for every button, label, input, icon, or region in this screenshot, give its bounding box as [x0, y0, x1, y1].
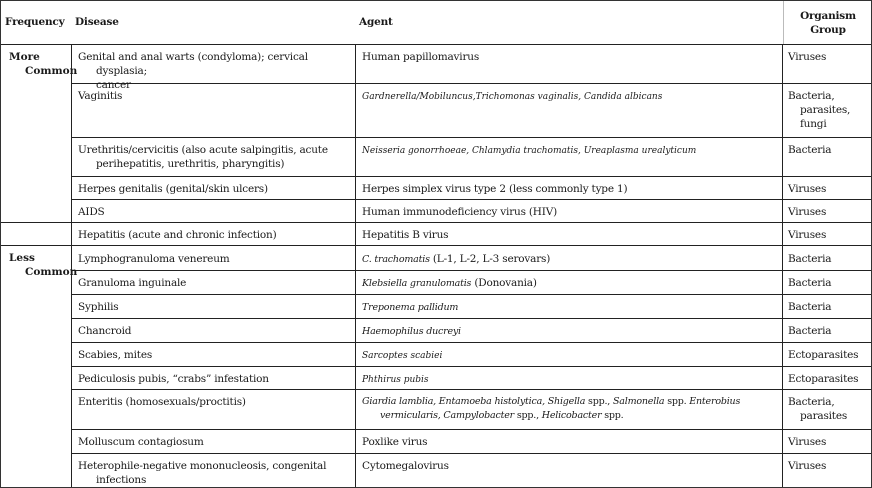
agent-cell — [362, 143, 696, 158]
header-divider — [783, 1, 784, 44]
organism-cell: Viruses — [788, 229, 827, 241]
organism-cell: Bacteria — [788, 301, 832, 313]
agent-text: Treponema pallidum — [362, 302, 459, 313]
disease-cell: Pediculosis pubis, “crabs” infestation — [78, 373, 269, 385]
disease-cell — [78, 50, 353, 92]
frequency-label-line1: Less — [9, 252, 35, 264]
agent-text: Phthirus pubis — [362, 375, 429, 385]
agent-cell: Poxlike virus — [362, 436, 428, 448]
disease-cell — [78, 459, 353, 487]
column-divider-disease — [355, 44, 356, 487]
row-divider — [71, 389, 871, 390]
agent-cell: Human immunodeficiency virus (HIV) — [362, 206, 557, 218]
frequency-more-common — [9, 50, 77, 78]
organism-cell: Viruses — [788, 183, 827, 195]
row-divider — [71, 137, 871, 138]
organism-cell: Viruses — [788, 460, 827, 472]
header-agent: Agent — [359, 16, 393, 28]
agent-roman-text: spp. — [601, 410, 624, 421]
agent-roman-text: spp., — [514, 410, 542, 421]
agent-cell — [362, 395, 780, 423]
row-divider — [71, 366, 871, 367]
disease-cell: Chancroid — [78, 325, 132, 337]
agent-cell — [362, 300, 458, 315]
agent-cell: Hepatitis B virus — [362, 229, 449, 241]
organism-text: parasites — [800, 410, 848, 422]
agent-roman-text: (L-1, L-2, L-3 serovars) — [429, 253, 551, 265]
disease-cell: Herpes genitalis (genital/skin ulcers) — [78, 183, 268, 195]
organism-cell: Viruses — [788, 436, 827, 448]
agent-italic-text: Helicobacter — [541, 410, 602, 421]
agent-cell: Herpes simplex virus type 2 (less commonly type 1) — [362, 183, 628, 195]
agent-italic-text: Klebsiella granulomatis — [362, 278, 472, 289]
agent-cell: Cytomegalovirus — [362, 460, 449, 472]
disease-text: Genital and anal warts (condyloma); cervical dysplasia; — [78, 51, 308, 77]
disease-text: perihepatitis, urethritis, pharyngitis) — [96, 158, 285, 170]
disease-cell: Syphilis — [78, 301, 119, 313]
header-frequency: Frequency — [5, 16, 65, 28]
header-disease: Disease — [75, 16, 119, 28]
row-divider — [71, 199, 871, 200]
organism-text: parasites, — [800, 104, 851, 116]
header-organism-line2: Group — [810, 24, 846, 36]
organism-cell: Bacteria — [788, 144, 832, 156]
organism-cell — [788, 395, 847, 423]
organism-cell: Ectoparasites — [788, 349, 859, 361]
agent-text: Haemophilus ducreyi — [362, 326, 461, 337]
disease-cell: AIDS — [78, 206, 105, 218]
frequency-label-line2: Common — [25, 266, 78, 278]
agent-cell — [362, 89, 662, 104]
table-header-row — [1, 1, 871, 45]
row-divider — [71, 453, 871, 454]
organism-cell: Viruses — [788, 51, 827, 63]
disease-text: cancer — [96, 79, 131, 91]
disease-cell: Enteritis (homosexuals/proctitis) — [78, 396, 246, 408]
column-divider-agent — [782, 44, 783, 487]
disease-text: Heterophile-negative mononucleosis, congenital — [78, 460, 327, 472]
agent-text: Gardnerella/Mobiluncus,Trichomonas vaginalis, Candida albicans — [362, 92, 663, 102]
organism-cell — [788, 89, 850, 131]
organism-text: Bacteria, — [788, 396, 835, 408]
header-organism-group — [786, 9, 870, 37]
disease-text: Urethritis/cervicitis (also acute salpingitis, acute — [78, 144, 328, 156]
agent-text: Neisseria gonorrhoeae, Chlamydia trachomatis, Ureaplasma urealyticum — [362, 146, 697, 156]
agent-italic-text: C. trachomatis — [362, 254, 430, 265]
organism-cell: Bacteria — [788, 253, 832, 265]
group-divider — [1, 245, 871, 246]
agent-italic-text: Giardia lamblia, Entamoeba histolytica, Shigella — [362, 396, 586, 407]
row-divider — [71, 270, 871, 271]
disease-cell: Lymphogranuloma venereum — [78, 253, 230, 265]
group-divider — [1, 222, 871, 223]
agent-cell — [362, 252, 550, 267]
agent-text: Sarcoptes scabiei — [362, 351, 443, 361]
organism-cell: Viruses — [788, 206, 827, 218]
organism-text: Bacteria, — [788, 90, 835, 102]
disease-text: infections — [96, 474, 147, 486]
row-divider — [71, 342, 871, 343]
header-organism-line1: Organism — [800, 10, 856, 22]
row-divider — [71, 318, 871, 319]
disease-cell: Molluscum contagiosum — [78, 436, 204, 448]
frequency-label-line2: Common — [25, 65, 78, 77]
agent-cell — [362, 372, 429, 387]
organism-cell: Bacteria — [788, 325, 832, 337]
agent-cell — [362, 276, 537, 291]
agent-roman-text: (Donovania) — [471, 277, 537, 289]
organism-cell: Bacteria — [788, 277, 832, 289]
agent-cell — [362, 324, 461, 339]
agent-cell: Human papillomavirus — [362, 51, 480, 63]
frequency-less-common — [9, 251, 77, 279]
disease-cell — [78, 143, 353, 171]
disease-cell: Scabies, mites — [78, 349, 153, 361]
agent-italic-text: vermicularis, Campylobacter — [380, 410, 515, 421]
row-divider — [71, 176, 871, 177]
agent-italic-text: Salmonella — [612, 396, 665, 407]
agent-roman-text: spp. — [664, 396, 690, 407]
agent-italic-text: Enterobius — [689, 396, 741, 407]
agent-roman-text: spp., — [585, 396, 613, 407]
agent-cell — [362, 348, 442, 363]
row-divider — [71, 294, 871, 295]
row-divider — [71, 429, 871, 430]
disease-cell: Hepatitis (acute and chronic infection) — [78, 229, 277, 241]
disease-cell: Granuloma inguinale — [78, 277, 187, 289]
organism-text: fungi — [800, 118, 827, 130]
frequency-label-line1: More — [9, 51, 40, 63]
disease-cell: Vaginitis — [78, 90, 123, 102]
organism-cell: Ectoparasites — [788, 373, 859, 385]
